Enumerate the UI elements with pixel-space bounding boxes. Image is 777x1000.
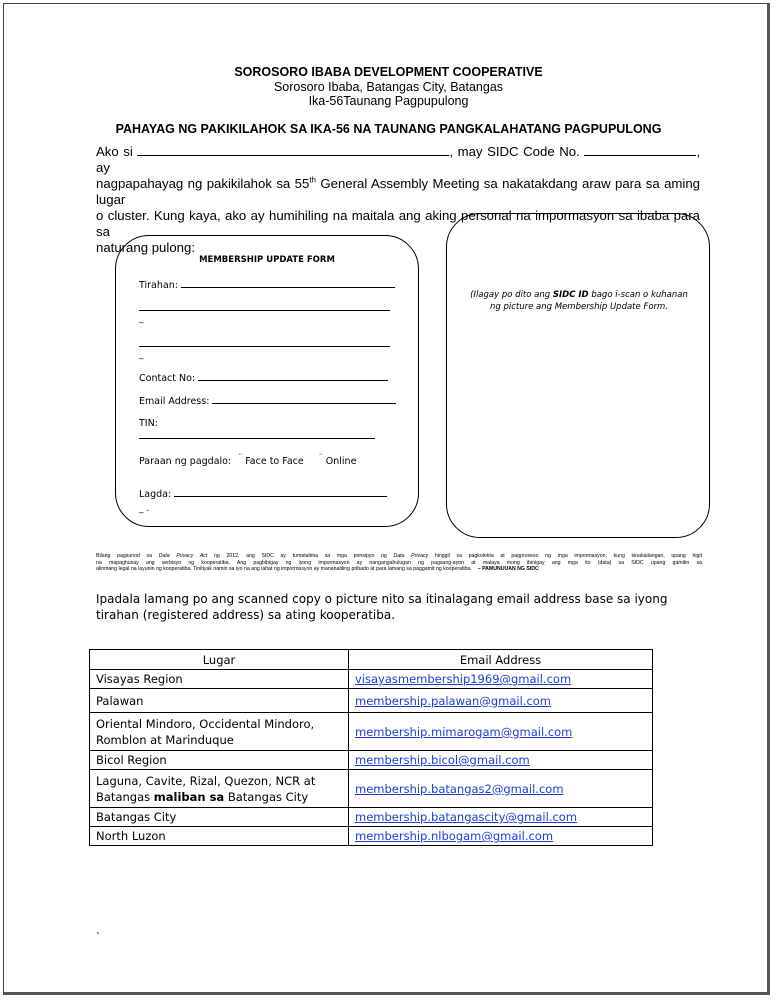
lagda-row (139, 487, 387, 500)
intro-line-1: Ako si , may SIDC Code No. , ay (96, 144, 700, 175)
email-link[interactable]: membership.mimarogam@gmail.com (355, 724, 573, 739)
tirahan-label: Tirahan: (139, 280, 178, 291)
table-row (90, 670, 653, 689)
location-cell: Oriental Mindoro, Occidental Mindoro, Romblon at Marinduque (90, 713, 349, 751)
org-name: SOROSORO IBABA DEVELOPMENT COOPERATIVE (234, 65, 543, 79)
contact-field[interactable] (198, 371, 388, 381)
email-link[interactable]: membership.batangascity@gmail.com (355, 810, 578, 824)
table-row (90, 770, 653, 808)
email-field[interactable] (212, 394, 396, 404)
location-cell: Visayas Region (90, 670, 349, 689)
tirahan-field-line-3[interactable] (139, 345, 390, 347)
email-link[interactable]: visayasmembership1969@gmail.com (355, 672, 572, 686)
table-row (90, 713, 653, 751)
document-title: PAHAYAG NG PAKIKILAHOK SA IKA-56 NA TAUNANG PANGKALAHATANG PAGPUPULONG (115, 122, 662, 136)
location-cell: Palawan (90, 689, 349, 713)
attendance-row (139, 453, 356, 467)
contact-label: Contact No: (139, 373, 196, 384)
sidc-id-placeholder (446, 213, 710, 538)
name-blank[interactable] (137, 143, 449, 156)
meeting-label: Ika-56Taunang Pagpupulong (308, 94, 469, 108)
email-link[interactable]: membership.batangas2@gmail.com (355, 781, 564, 796)
email-row (139, 394, 396, 407)
face-to-face-option[interactable]: ¨ Face to Face (238, 453, 304, 468)
checkbox-icon: ¨ (318, 453, 323, 462)
signature-field[interactable] (174, 487, 387, 497)
sidc-code-blank[interactable] (584, 143, 696, 156)
email-link[interactable]: membership.palawan@gmail.com (355, 693, 551, 708)
attendance-label: Paraan ng pagdalo: (139, 456, 232, 468)
intro-line-4: naturang pulong: (96, 240, 195, 255)
location-cell: Laguna, Cavite, Rizal, Quezon, NCR at Batangas maliban sa Batangas City (90, 770, 349, 808)
tirahan-field-line-2[interactable] (139, 309, 390, 311)
tin-field[interactable] (139, 437, 375, 439)
location-cell: Bicol Region (90, 751, 349, 770)
id-instruction: (Ilagay po dito ang SIDC ID bago i-scan o kuhanan ng picture ang Membership Update Form. (470, 290, 688, 312)
lagda-label: Lagda: (139, 489, 172, 500)
column-header-location: Lugar (90, 650, 349, 670)
tirahan-row (139, 278, 395, 291)
email-link[interactable]: membership.nlbogam@gmail.com (355, 829, 554, 843)
tin-label: TIN: (139, 418, 158, 429)
contact-row (139, 371, 388, 384)
send-instruction: Ipadala lamang po ang scanned copy o picture nito sa itinalagang email address base sa iyong tirahan (registered address) sa ating kooperatiba. (96, 592, 668, 622)
stray-mark: ` (96, 930, 100, 944)
dash-mark: _ . (139, 504, 150, 514)
location-cell: North Luzon (90, 827, 349, 846)
table-row (90, 808, 653, 827)
form-title: MEMBERSHIP UPDATE FORM (199, 255, 335, 265)
table-row (90, 689, 653, 713)
location-cell: Batangas City (90, 808, 349, 827)
membership-update-form (115, 235, 419, 527)
checkbox-icon: ¨ (238, 453, 243, 462)
email-address-table (89, 649, 653, 846)
online-option[interactable]: ¨ Online (318, 453, 357, 468)
org-address: Sorosoro Ibaba, Batangas City, Batangas (273, 80, 504, 94)
table-row (90, 751, 653, 770)
dash-mark: _ (139, 314, 144, 324)
privacy-notice: Bilang pagsunod sa Data Privacy Act ng 2012, ang SIDC ay tumatalima sa mga prinsipyo ng Data Privacy hinggil sa pagkolekta at pagproseso ng mga impormasyon, kung kinakailangan, upang higit na mapaghusay ang serbisyo ng kooperatiba. Ang pagbibigay ng iyong impormasyon ay nangangahulugan ng pagsang-ayon at malaya mong ibinigay ang mga ito (data) sa SIDC upang gamitin sa alinmang legal na layunin ng kooperatiba. Tinitiyak namin sa iyo na ang lahat ng impormasyon ay mananatiling pribado at para lamang sa paggamit ng kooperatiba. – PAMUNUUAN NG SIDC (96, 553, 703, 573)
column-header-email: Email Address (349, 650, 653, 670)
dash-mark: _ (139, 350, 144, 360)
tirahan-field[interactable] (181, 278, 395, 288)
email-label: Email Address: (139, 396, 210, 407)
table-row (90, 827, 653, 846)
intro-line-3: o cluster. Kung kaya, ako ay humihiling na maitala ang aking personal na impormasyon sa ibaba para sa (96, 208, 700, 239)
email-link[interactable]: membership.bicol@gmail.com (355, 753, 530, 767)
privacy-signature: – PAMUNUUAN NG SIDC (477, 566, 539, 573)
intro-line-2: nagpapahayag ng pakikilahok sa 55th General Assembly Meeting sa nakatakdang araw para sa aming lugar (96, 175, 700, 207)
